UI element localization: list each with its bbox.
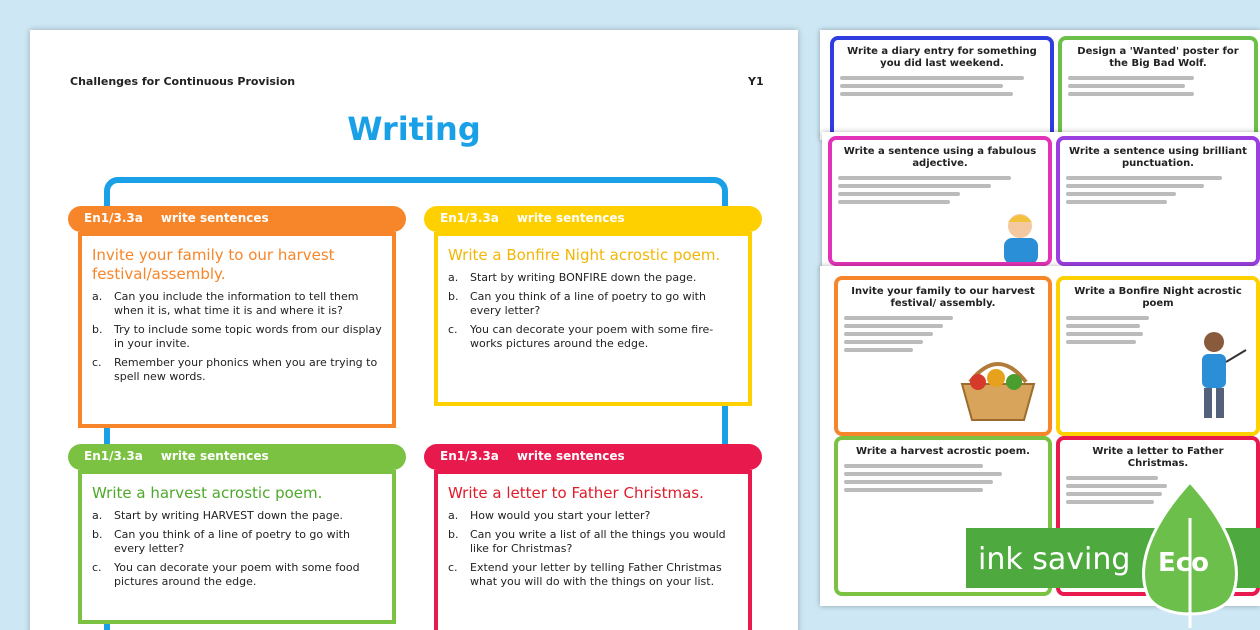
card-tab [68,444,406,470]
tab-label: write sentences [160,211,269,225]
card-tab [424,444,762,470]
challenge-card-bonfire-poem [424,206,762,406]
list-item: a. Start by writing BONFIRE down the page. [448,271,697,284]
list-item: b. Can you write a list of all the things you would like for Christmas? [448,528,726,555]
list-item: c. You can decorate your poem with some food pictures around the edge. [92,561,360,588]
list-item: c. Extend your letter by telling Father Christmas what you will do with the things on your list. [448,561,722,588]
card-heading: Write a letter to Father Christmas. [448,484,704,502]
card-body [78,470,396,624]
card-tab [68,206,406,232]
page-title: Writing [347,110,481,148]
challenge-card-father-christmas [424,444,762,630]
preview-card-title: Write a harvest acrostic poem. [856,446,1030,457]
list-item: a. Can you include the information to tell them when it is, what time it is and where it is? [92,290,359,317]
preview-card-title: Write a diary entry for something you did last weekend. [847,46,1037,69]
list-item: c. Remember your phonics when you are trying to spell new words. [92,356,378,383]
list-item: a. How would you start your letter? [448,509,651,522]
harvest-basket-illustration [956,352,1040,424]
preview-card [834,276,1052,436]
preview-card [1056,136,1260,266]
list-item: b. Can you think of a line of poetry to go with every letter? [448,290,706,317]
worksheet-page [30,30,798,630]
challenge-card-harvest-poem [68,444,406,624]
tab-label: write sentences [516,211,625,225]
objective-code: En1/3.3a [84,449,143,463]
preview-card [830,36,1054,146]
card-heading: Write a Bonfire Night acrostic poem. [448,246,721,264]
preview-sheet-back [820,30,1260,140]
tab-label: write sentences [516,449,625,463]
preview-sheet-middle [822,132,1260,272]
card-body [434,470,752,630]
objective-code: En1/3.3a [440,211,499,225]
list-item: b. Try to include some topic words from our display in your invite. [92,323,382,350]
preview-card-title: Write a sentence using brilliant punctuation. [1069,146,1247,169]
card-heading: Invite your family to our harvest festival/assembly. [92,246,335,283]
boy-writing-illustration [980,210,1050,266]
preview-card-title: Invite your family to our harvest festival/ assembly. [851,286,1035,309]
tab-label: write sentences [160,449,269,463]
preview-card-title: Write a sentence using a fabulous adjective. [843,146,1037,169]
list-item: c. You can decorate your poem with some fire-works pictures around the edge. [448,323,714,350]
card-tab [424,206,762,232]
preview-card [828,136,1052,266]
teacher-illustration [1190,328,1250,424]
eco-word: Eco [1158,548,1210,578]
preview-card [1056,276,1260,436]
year-label: Y1 [748,75,764,88]
preview-card-title: Write a Bonfire Night acrostic poem [1074,286,1242,309]
preview-card-title: Write a letter to Father Christmas. [1092,446,1224,469]
preview-card-title: Design a 'Wanted' poster for the Big Bad Wolf. [1077,46,1239,69]
card-heading: Write a harvest acrostic poem. [92,484,323,502]
list-item: a. Start by writing HARVEST down the page. [92,509,343,522]
objective-code: En1/3.3a [440,449,499,463]
list-item: b. Can you think of a line of poetry to go with every letter? [92,528,350,555]
challenge-card-harvest-invite [68,206,406,428]
preview-card [1058,36,1258,146]
objective-code: En1/3.3a [84,211,143,225]
card-body [78,232,396,428]
card-body [434,232,752,406]
sheet-header: Challenges for Continuous Provision [70,75,296,88]
eco-badge-text: ink saving [978,542,1131,577]
